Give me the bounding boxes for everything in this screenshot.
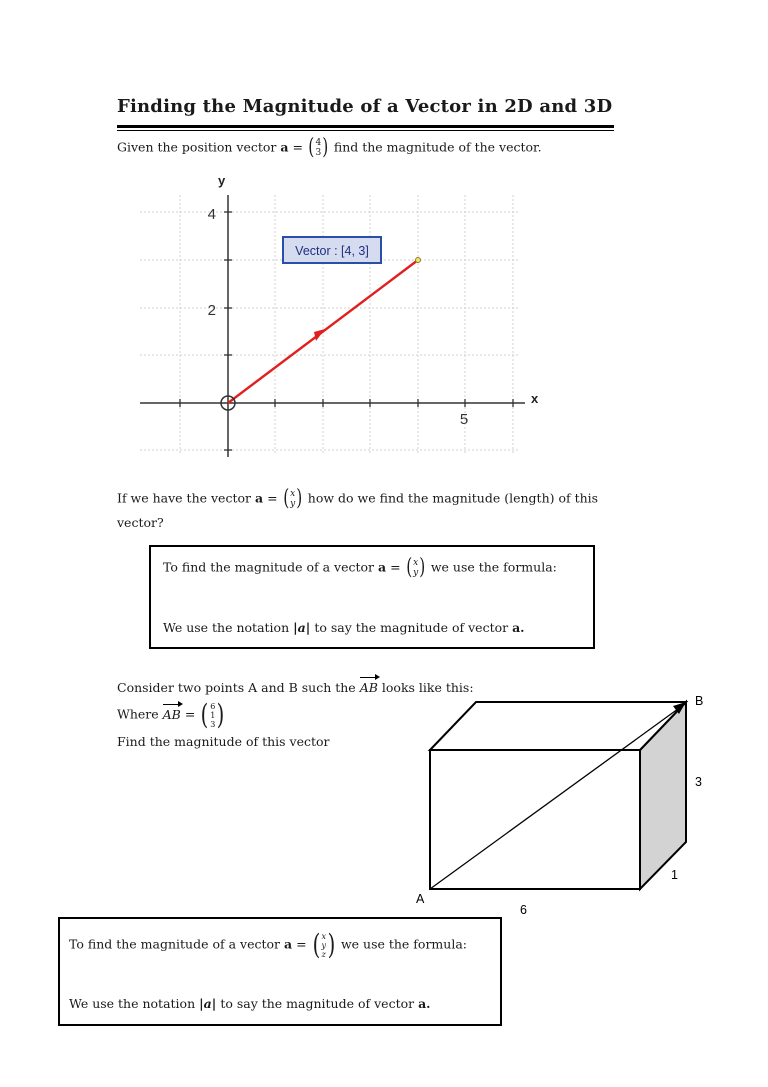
q1-comp-2: 3 — [315, 148, 322, 158]
box2-note-suffix: to say the magnitude of vector — [220, 996, 415, 1011]
q2-line-2: vector? — [117, 515, 164, 530]
q3-vector-ab-2: AB — [162, 706, 181, 722]
box2-note-prefix: We use the notation — [69, 996, 196, 1011]
tick-label-y-4: 4 — [207, 206, 216, 223]
q2-comp-1: x — [290, 489, 296, 499]
q3-prefix: Consider two points A and B such the — [117, 680, 356, 695]
box2-note-end: a. — [418, 996, 431, 1011]
box1-comp-2: y — [413, 568, 419, 578]
box1-note-prefix: We use the notation — [163, 620, 290, 635]
box2-vector-name: a — [284, 936, 293, 952]
title-rule — [117, 125, 614, 128]
box1-note-symbol: |a| — [293, 620, 311, 635]
q3-equals: = — [184, 706, 196, 722]
q2-comp-2: y — [290, 499, 296, 509]
box2-notation — [69, 996, 431, 1011]
y-axis-label: y — [218, 173, 226, 188]
question-1 — [117, 137, 542, 159]
dimension-width-label: 6 — [520, 903, 527, 915]
q3-comp-2: 1 — [210, 710, 216, 720]
cuboid-top-face — [430, 702, 686, 750]
box1-column-vector: (x y) — [405, 555, 426, 580]
q2-equals: = — [267, 490, 278, 506]
box2-column-vector: ( x y z) — [312, 928, 336, 961]
q1-suffix: find the magnitude of the vector. — [333, 139, 542, 155]
point-a-label: A — [416, 892, 425, 906]
box2-comp-3: z — [321, 949, 326, 959]
q3-vector-ab: AB — [359, 680, 378, 695]
q3-where: Where — [117, 706, 159, 722]
cuboid-diagram — [400, 685, 720, 915]
formula-box-3d — [58, 917, 502, 1026]
box1-suffix: we use the formula: — [430, 559, 557, 575]
formula-box-2d — [149, 545, 595, 649]
dimension-depth-label: 1 — [671, 868, 678, 882]
q3-column-vector: ( 6 1 3) — [200, 698, 225, 731]
box2-equals: = — [296, 936, 307, 952]
q2-prefix: If we have the vector — [117, 490, 251, 506]
box1-equals: = — [390, 559, 401, 575]
q2-column-vector: (x y) — [282, 486, 303, 511]
box1-note-suffix: to say the magnitude of vector — [314, 620, 509, 635]
q1-column-vector: (4 3) — [308, 135, 329, 160]
box1-notation — [163, 620, 525, 635]
box2-comp-1: x — [321, 931, 327, 941]
q1-comp-1: 4 — [315, 138, 322, 148]
q1-vector-name: a — [280, 139, 289, 155]
box2-line-1 — [69, 928, 467, 961]
box1-vector-name: a — [378, 559, 387, 575]
question-3-line-2 — [117, 698, 226, 731]
tick-label-y-2: 2 — [207, 302, 216, 319]
dimension-height-label: 3 — [695, 775, 702, 789]
box1-line-1 — [163, 557, 557, 579]
q3-comp-1: 6 — [210, 701, 216, 711]
x-axis-label: x — [531, 391, 539, 406]
q1-equals: = — [292, 139, 303, 155]
box2-comp-2: y — [321, 940, 327, 950]
box2-prefix: To find the magnitude of a vector — [69, 936, 281, 952]
q1-prefix: Given the position vector — [117, 139, 277, 155]
q3-comp-3: 3 — [210, 719, 216, 729]
vector-end-point[interactable] — [416, 258, 421, 263]
cuboid-front-face — [430, 750, 640, 889]
box2-note-symbol: |a| — [199, 996, 217, 1011]
title-rule-thin — [117, 130, 614, 131]
q3-suffix: looks like this: — [381, 680, 474, 695]
box1-note-end: a. — [512, 620, 525, 635]
question-3-line-3: Find the magnitude of this vector — [117, 734, 330, 749]
box1-comp-1: x — [413, 558, 419, 568]
tick-label-x-5: 5 — [459, 411, 469, 428]
vector-tooltip-text: Vector : [4, 3] — [295, 244, 369, 258]
point-b-label: B — [695, 694, 704, 708]
q2-suffix: how do we find the magnitude (length) of this — [307, 490, 599, 506]
q2-vector-name: a — [254, 490, 264, 506]
box1-prefix: To find the magnitude of a vector — [163, 559, 375, 575]
page-title: Finding the Magnitude of a Vector in 2D and 3D — [117, 96, 613, 117]
vector-graph — [120, 165, 560, 465]
box2-suffix: we use the formula: — [340, 936, 467, 952]
question-2 — [117, 488, 598, 510]
